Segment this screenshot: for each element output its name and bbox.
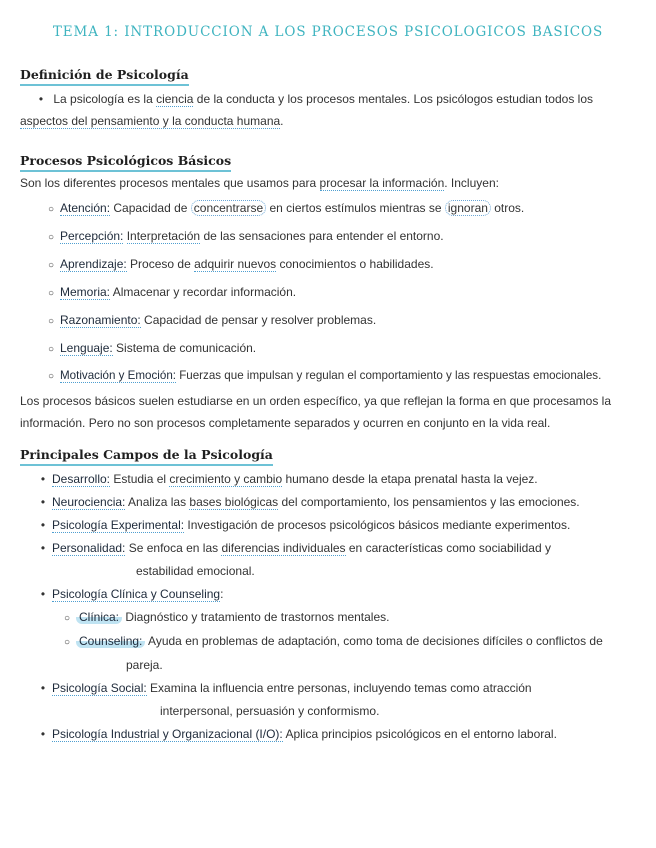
text-run: Almacenar y recordar información.: [110, 285, 297, 299]
text-run: Capacidad de: [110, 201, 191, 215]
bullet-icon: •: [40, 495, 46, 509]
list-item: [42, 335, 640, 363]
term: Razonamiento:: [60, 313, 141, 327]
circle-bullet-icon: ○: [47, 232, 55, 243]
text-run: . Incluyen:: [444, 176, 499, 190]
list-item: [42, 195, 640, 223]
underlined-term: adquirir nuevos: [194, 257, 277, 271]
intro-paragraph: [20, 172, 640, 194]
list-item: [42, 223, 640, 251]
section-heading: Definición de Psicología: [20, 67, 189, 86]
continuation-line: estabilidad emocional.: [136, 564, 255, 578]
underlined-term: crecimiento y cambio: [169, 472, 283, 486]
text-run: Proceso de: [126, 257, 195, 271]
term: Neurociencia:: [52, 495, 126, 509]
section-heading: Principales Campos de la Psicología: [20, 447, 273, 466]
text-run: :: [220, 587, 224, 601]
process-list: [20, 195, 640, 390]
list-item: [42, 251, 640, 279]
bullet-icon: •: [38, 92, 44, 106]
circle-bullet-icon: ○: [63, 613, 71, 624]
text-run: Son los diferentes procesos mentales que usamos para: [20, 176, 320, 190]
text-run: en características como sociabilidad y: [345, 541, 551, 555]
bullet-icon: •: [40, 681, 46, 695]
text-run: otros.: [490, 201, 525, 215]
definition-paragraph: [20, 88, 640, 132]
term: Lenguaje:: [60, 341, 113, 355]
underlined-term: Interpretación: [126, 229, 201, 243]
section-heading: Procesos Psicológicos Básicos: [20, 153, 231, 172]
text-run: en ciertos estímulos mientras se: [266, 201, 445, 215]
text-run: Sistema de comunicación.: [112, 341, 257, 355]
term: Psicología Clínica y Counseling: [52, 587, 221, 601]
text-run: Investigación de procesos psicológicos básicos mediante experimentos.: [184, 518, 571, 532]
sublist-item: [58, 606, 640, 630]
circle-bullet-icon: ○: [63, 637, 71, 648]
circle-bullet-icon: ○: [47, 344, 55, 355]
term: Desarrollo:: [52, 472, 111, 486]
underlined-term: aspectos del pensamiento y la conducta humana: [20, 114, 281, 128]
section-definicion: [20, 66, 640, 132]
list-item: [34, 677, 640, 723]
term: Motivación y Emoción:: [60, 369, 176, 382]
sublist-item: [58, 630, 640, 677]
highlighted-term: Counseling:: [76, 634, 145, 648]
section-campos: [20, 446, 640, 746]
text-run: de la conducta y los procesos mentales. Los psicólogos estudian todos los: [193, 92, 594, 106]
text-run: de las sensaciones para entender el entorno.: [200, 229, 444, 243]
section-procesos: [20, 152, 640, 434]
circled-term: ignoran: [445, 200, 491, 216]
text-run: Examina la influencia entre personas, incluyendo temas como atracción: [146, 681, 532, 695]
list-item: [42, 279, 640, 307]
text-run: Analiza las: [125, 495, 190, 509]
text-run: Estudia el: [110, 472, 170, 486]
circled-term: concentrarse: [191, 200, 266, 216]
text-run: conocimientos o habilidades.: [276, 257, 434, 271]
list-item: [42, 363, 640, 390]
text-run: Capacidad de pensar y resolver problemas.: [140, 313, 377, 327]
list-item: [34, 723, 640, 746]
fields-list: [20, 468, 640, 746]
list-item: [34, 583, 640, 606]
circle-bullet-icon: ○: [47, 288, 55, 299]
term: Aprendizaje:: [60, 257, 127, 271]
outro-paragraph: [20, 390, 640, 434]
circle-bullet-icon: ○: [47, 204, 55, 215]
term: Personalidad:: [52, 541, 126, 555]
text-run: humano desde la etapa prenatal hasta la vejez.: [282, 472, 538, 486]
text-run: Ayuda en problemas de adaptación, como toma de decisiones difíciles o conflictos de: [145, 634, 603, 648]
term: Atención:: [60, 201, 111, 215]
underlined-term: procesar la información: [319, 176, 445, 190]
text-run: Diagnóstico y tratamiento de trastornos mentales.: [122, 610, 390, 624]
sublist: [34, 606, 640, 677]
highlighted-term: Clínica:: [76, 610, 122, 624]
term: Percepción:: [60, 229, 124, 243]
underlined-term: bases biológicas: [189, 495, 279, 509]
circle-bullet-icon: ○: [47, 260, 55, 271]
underlined-term: diferencias individuales: [221, 541, 346, 555]
continuation-line: interpersonal, persuasión y conformismo.: [160, 704, 380, 718]
text-run: La psicología es la: [53, 92, 157, 106]
circle-bullet-icon: ○: [47, 316, 55, 327]
document-title: TEMA 1: INTRODUCCION A LOS PROCESOS PSICOLOGICOS BASICOS: [52, 24, 604, 40]
circle-bullet-icon: ○: [47, 371, 55, 382]
text-run: .: [280, 114, 284, 128]
text-run: Se enfoca en las: [125, 541, 222, 555]
bullet-icon: •: [40, 587, 46, 601]
text-run: Fuerzas que impulsan y regulan el comportamiento y las respuestas emocionales.: [175, 369, 602, 382]
term: Memoria:: [60, 285, 111, 299]
list-item: [34, 514, 640, 537]
text-run: Los procesos básicos suelen estudiarse en un orden específico, ya que reflejan la forma en que procesamos la: [20, 394, 612, 408]
bullet-icon: •: [40, 727, 46, 741]
list-item: [34, 468, 640, 491]
list-item: [34, 537, 640, 583]
bullet-icon: •: [40, 541, 46, 555]
underlined-term: ciencia: [156, 92, 194, 106]
bullet-icon: •: [40, 472, 46, 486]
text-run: del comportamiento, los pensamientos y las emociones.: [278, 495, 580, 509]
term: Psicología Social:: [52, 681, 147, 695]
continuation-line: pareja.: [126, 658, 163, 672]
text-run: información. Pero no son procesos completamente separados y ocurren en conjunto en la vida real.: [20, 416, 551, 430]
list-item: [34, 491, 640, 514]
term: Psicología Experimental:: [52, 518, 185, 532]
list-item: [42, 307, 640, 335]
term: Psicología Industrial y Organizacional (I/O):: [52, 727, 283, 741]
text-run: Aplica principios psicológicos en el entorno laboral.: [282, 727, 557, 741]
bullet-icon: •: [40, 518, 46, 532]
